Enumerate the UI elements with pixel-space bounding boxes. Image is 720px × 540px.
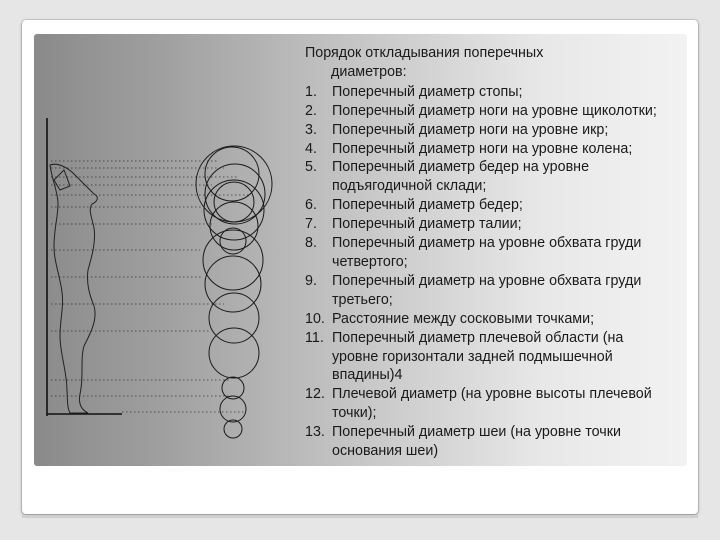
body-silhouette: [50, 164, 97, 413]
slide-title: [305, 44, 695, 82]
list-item: [305, 385, 695, 423]
list-item-text: Поперечный диаметр талии;: [332, 216, 522, 233]
list-item-text: Поперечный диаметр ноги на уровне щиколотки;: [332, 102, 657, 119]
slide-bottom-edge: [22, 515, 698, 518]
list-item-text: Поперечный диаметр ноги на уровне колена;: [332, 140, 633, 157]
list-item-number: 8.: [305, 235, 317, 252]
list-item-number: 12.: [305, 386, 325, 403]
list-item: [305, 215, 695, 234]
circle-foot-small: [224, 420, 242, 438]
diameter-list: [305, 83, 695, 461]
list-item-number: 11.: [305, 329, 324, 346]
list-item-number: 4.: [305, 140, 317, 157]
list-item: [305, 310, 695, 329]
list-item-text: Поперечный диаметр бедер;: [332, 197, 523, 214]
list-item-text: Поперечный диаметр шеи (на уровне точки: [332, 424, 621, 441]
list-item: [305, 272, 695, 310]
list-item-text: Плечевой диаметр (на уровне высоты плечевой: [332, 386, 652, 403]
list-item: [305, 234, 695, 272]
list-item: [305, 140, 695, 159]
list-item-text: четвертого;: [332, 253, 408, 270]
list-item: [305, 329, 695, 386]
list-item-number: 2.: [305, 102, 317, 119]
body-diameters-diagram: [34, 34, 304, 466]
list-item: [305, 102, 695, 121]
slide-title-line1: Порядок откладывания поперечных: [305, 45, 544, 61]
text-block: [305, 44, 695, 461]
list-item-text: Поперечный диаметр на уровне обхвата груди: [332, 235, 642, 252]
list-item-text: Поперечный диаметр бедер на уровне: [332, 159, 590, 176]
list-item-text: Поперечный диаметр на уровне обхвата груди: [332, 272, 642, 289]
list-item-text: Поперечный диаметр плечевой области (на: [332, 329, 624, 346]
diameter-circles: [196, 146, 272, 438]
list-item-text: подъягодичной склади;: [332, 178, 487, 195]
list-item-text: Расстояние между сосковыми точками;: [332, 310, 595, 327]
circle-chest-third: [204, 180, 264, 240]
list-item-number: 9.: [305, 272, 317, 289]
list-item-number: 6.: [305, 197, 317, 214]
list-item-number: 3.: [305, 121, 317, 138]
slide-title-line2: диаметров:: [331, 63, 407, 80]
list-item: [305, 121, 695, 140]
circle-calf: [209, 328, 259, 378]
list-item-text: основания шеи): [332, 443, 439, 460]
circle-hips: [203, 230, 263, 290]
list-item-text: точки);: [332, 405, 377, 422]
circle-foot: [220, 396, 246, 422]
list-item: [305, 158, 695, 196]
list-item-number: 13.: [305, 424, 325, 441]
list-item: [305, 196, 695, 215]
list-item-number: 10.: [305, 310, 325, 327]
list-item-number: 5.: [305, 159, 317, 176]
list-item-text: Поперечный диаметр стопы;: [332, 83, 523, 100]
list-item: [305, 423, 695, 461]
list-item-number: 1.: [305, 83, 317, 100]
list-item-text: третьего;: [332, 291, 393, 308]
list-item-number: 7.: [305, 216, 317, 233]
list-item: [305, 83, 695, 102]
circle-chest-fourth: [210, 202, 258, 250]
head-profile: [54, 170, 70, 190]
list-item-text: уровне горизонтали задней подмышечной: [332, 348, 613, 365]
list-item-text: Поперечный диаметр ноги на уровне икр;: [332, 121, 609, 138]
list-item-text: впадины)4: [332, 367, 403, 384]
